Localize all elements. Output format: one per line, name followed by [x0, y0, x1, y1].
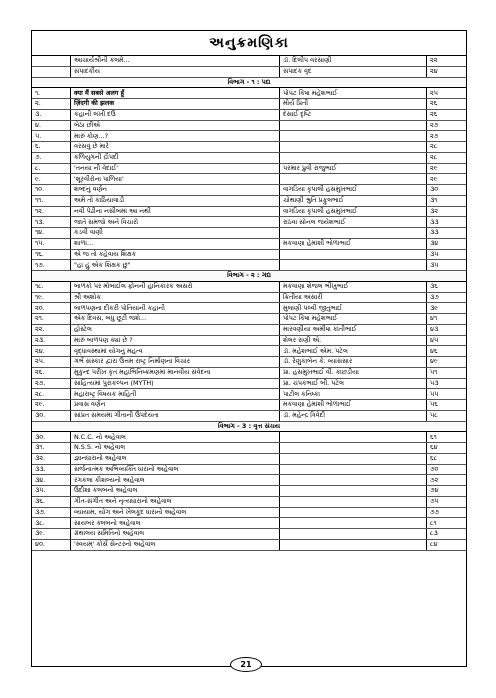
entry-page: ૩૩ — [427, 217, 467, 228]
entry-number: ૨૮. — [32, 389, 71, 400]
entry-author — [280, 260, 427, 271]
entry-author: મકવાણા શેજલ ભીખુભાઈ — [280, 281, 427, 292]
entry-author: શેલર રાણી એ. — [280, 335, 427, 346]
entry-author — [280, 507, 427, 518]
table-row — [32, 249, 466, 260]
entry-page: ૩૬ — [427, 281, 467, 292]
entry-author — [280, 475, 427, 486]
entry-number: ૧૬. — [32, 249, 71, 260]
entry-title: સંપાદકીય — [71, 66, 280, 77]
entry-title: બેઠા છીએ — [71, 120, 280, 131]
entry-author — [280, 228, 427, 239]
entry-title: શાળા... — [71, 238, 280, 249]
entry-page: ૨૭ — [427, 131, 467, 142]
entry-page: ૭૨ — [427, 475, 467, 486]
entry-number: ૧૫. — [32, 238, 71, 249]
table-row — [32, 66, 466, 77]
table-row — [32, 303, 466, 314]
entry-author: પ્રા. ચંપકભાઈ બી. પટેલ — [280, 378, 427, 389]
table-row — [32, 367, 466, 378]
entry-number — [32, 66, 71, 77]
entry-title: રંગકલા કૌશલ્યનો અહેવાલ — [71, 475, 280, 486]
entry-number: ૨૧. — [32, 314, 71, 325]
entry-author: વાગડિયા કૃપાલી હસમુખભાઈ — [280, 185, 427, 196]
table-row — [32, 486, 466, 497]
entry-page: ૨૮ — [427, 152, 467, 163]
table-row — [32, 400, 466, 411]
entry-number: ૩૪. — [32, 475, 71, 486]
entry-author: ચોથાણી શ્રુતિ પ્રફુલભાઈ — [280, 195, 427, 206]
entry-number: ૨૫. — [32, 357, 71, 368]
section-heading: વિભાગ - 3 : વૃત્ત સંચય — [32, 421, 466, 432]
entry-title: પ્રવાસ વર્ણન — [71, 400, 280, 411]
section-heading-row — [32, 271, 466, 282]
entry-number: ૨૭. — [32, 378, 71, 389]
entry-page: ૫૬ — [427, 400, 467, 411]
entry-page: ૭૫ — [427, 496, 467, 507]
entry-page: ૩૧ — [427, 195, 467, 206]
entry-title: હોસ્ટેલ — [71, 324, 280, 335]
entry-title: મુકુન્દ પરીખ કૃત મહાભિનિષ્ક્રમણમાં માનવીય સંવેદના — [71, 367, 280, 378]
entry-page: ૩૪ — [427, 238, 467, 249]
entry-title: વ્યાયામ, યોગ અને ખેલકૂદ ધારાનો અહેવાલ — [71, 507, 280, 518]
entry-number: ૫. — [32, 131, 71, 142]
entry-page: ૫૫ — [427, 389, 467, 400]
entry-number: ૨૨. — [32, 324, 71, 335]
entry-title: N.S.S. નો અહેવાલ — [71, 443, 280, 454]
entry-number: ૩૨. — [32, 453, 71, 464]
entry-title: ગ્રંથાલય સમિતિનો અહેવાલ — [71, 529, 280, 540]
entry-title: અમે તો કાઠિયાવાડી — [71, 195, 280, 206]
table-row — [32, 163, 466, 174]
entry-page: ૭૭ — [427, 507, 467, 518]
entry-number: ૧૩. — [32, 217, 71, 228]
section-heading-row — [32, 421, 466, 432]
entry-number: ૩૮. — [32, 518, 71, 529]
entry-number: ૧૯. — [32, 292, 71, 303]
table-row — [32, 142, 466, 153]
entry-title: મહારાષ્ટ્ર વિષયક માહિતી — [71, 389, 280, 400]
table-row — [32, 324, 466, 335]
entry-page: ૨૬ — [427, 99, 467, 110]
entry-title: કહાની લખી દઉં — [71, 109, 280, 120]
entry-page: ૨૯ — [427, 174, 467, 185]
table-row — [32, 88, 466, 99]
entry-page: ૭૦ — [427, 464, 467, 475]
entry-author: પોપટ કિંષા મહેશભાઈ — [280, 88, 427, 99]
entry-author: પોપટ કિંષા મહેશભાઈ — [280, 314, 427, 325]
table-row — [32, 109, 466, 120]
table-row — [32, 507, 466, 518]
section-heading: વિભાગ - ૨ : ગદ્ય — [32, 271, 466, 282]
entry-page: ૬૧ — [427, 432, 467, 443]
entry-page: ૮૩ — [427, 529, 467, 540]
entry-page: ૨૮ — [427, 142, 467, 153]
table-row — [32, 228, 466, 239]
entry-number: ૧૨. — [32, 206, 71, 217]
entry-title: મારું કોણ...? — [71, 131, 280, 142]
entry-title: સર્જનાત્મક અભિવ્યક્તિ ધારાનો અહેવાલ — [71, 464, 280, 475]
entry-author — [280, 142, 427, 153]
table-row — [32, 260, 466, 271]
entry-title: 'શૂરવીરોના પાળિયા' — [71, 174, 280, 185]
entry-title: વૃદ્ધાવસ્થામાં યોગનું મહત્વ — [71, 346, 280, 357]
entry-page: ૨૬ — [427, 109, 467, 120]
entry-author: પરમાર પ્રુવી રાજુભાઈ — [280, 163, 427, 174]
entry-author — [280, 131, 427, 142]
entry-number: ૨. — [32, 99, 71, 110]
entry-number: ૩૯. — [32, 529, 71, 540]
entry-author — [280, 464, 427, 475]
entry-number: ૪. — [32, 120, 71, 131]
entry-title: 'તનયા ની વેદાઈ' — [71, 163, 280, 174]
entry-page: ૪૬ — [427, 346, 467, 357]
entry-title: સાંપ્રત સમયમાં ગીતાની ઉપદેયતા — [71, 410, 280, 421]
entry-page: ૩૫ — [427, 249, 467, 260]
entry-page: ૫૮ — [427, 410, 467, 421]
entry-title: કળિયુગની દ્રૌપદી — [71, 152, 280, 163]
entry-title: N.C.C. નો અહેવાલ — [71, 432, 280, 443]
entry-page: ૪૫ — [427, 335, 467, 346]
entry-title: મારું બાળપણ ક્યાં છે ? — [71, 335, 280, 346]
entry-author: મૌર્ય પ્રિતી — [280, 99, 427, 110]
entry-number: ૪૦. — [32, 539, 71, 550]
entry-number: ૩૩. — [32, 464, 71, 475]
page-number: 21 — [230, 657, 262, 672]
entry-page: ૪૩ — [427, 324, 467, 335]
entry-number: ૧૭. — [32, 260, 71, 271]
table-row — [32, 174, 466, 185]
entry-author — [280, 443, 427, 454]
entry-title: નવી પેઢીના નસીબમાં આ નથી — [71, 206, 280, 217]
entry-author: પ્રા. હસમુખભાઈ વી. કાછડીયા — [280, 367, 427, 378]
entry-page: ૩૩ — [427, 228, 467, 239]
table-row — [32, 453, 466, 464]
table-row — [32, 99, 466, 110]
entry-number: ૩. — [32, 109, 71, 120]
entry-number: ૧૧. — [32, 195, 71, 206]
entry-page: ૩૭ — [427, 292, 467, 303]
table-row — [32, 496, 466, 507]
entry-number: ૨૪. — [32, 346, 71, 357]
table-row — [32, 518, 466, 529]
entry-title: "હા હું એક શિક્ષક છું" — [71, 260, 280, 271]
contents-table — [32, 56, 466, 551]
entry-author: ડૉ. મહેશભાઈ એમ. પટેલ — [280, 346, 427, 357]
entry-page: ૩૨ — [427, 206, 467, 217]
entry-title: ज़िंदगी की झलक — [71, 99, 280, 110]
entry-page: ૭૪ — [427, 486, 467, 497]
entry-title: સાયબર ક્લબનો અહેવાલ — [71, 518, 280, 529]
entry-page: ૬૪ — [427, 443, 467, 454]
entry-page: ૨૫ — [427, 88, 467, 99]
entry-number: ૩૭. — [32, 507, 71, 518]
entry-page: ૮૪ — [427, 539, 467, 550]
entry-number: ૮. — [32, 163, 71, 174]
entry-author: ડૉ. રેણુકાબેન કે. વ્યાસસાર — [280, 357, 427, 368]
entry-page: ૬૮ — [427, 453, 467, 464]
entry-page: ૮૧ — [427, 518, 467, 529]
entry-page: ૨૭ — [427, 120, 467, 131]
entry-number: ૩૫. — [32, 486, 71, 497]
entry-number: ૨૯. — [32, 400, 71, 411]
entry-number: ૧૪. — [32, 228, 71, 239]
entry-author: મકવાણા હેમાંશી ભોળાભાઈ — [280, 238, 427, 249]
table-row — [32, 475, 466, 486]
entry-number: ૯. — [32, 174, 71, 185]
entry-title: બાળપણના દીકરી પોતિયાની કહાની — [71, 303, 280, 314]
entry-author — [280, 453, 427, 464]
entry-number: ૩૬. — [32, 496, 71, 507]
entry-author: મકવાણા હેમાંશી ભોળાભાઈ — [280, 400, 427, 411]
table-row — [32, 238, 466, 249]
entry-title: બાળકો પર મોબાઈલ ફોનની હાનિકારક અસરો — [71, 281, 280, 292]
table-row — [32, 464, 466, 475]
entry-number: ૩૧. — [32, 443, 71, 454]
entry-page: ૨૨ — [427, 56, 467, 66]
table-row — [32, 529, 466, 540]
table-row — [32, 432, 466, 443]
table-row — [32, 539, 466, 550]
entry-author — [280, 539, 427, 550]
entry-title: ઉદીશા કલબનો અહેવાલ — [71, 486, 280, 497]
entry-author: મારવણીયા અમીષા કાંતીભાઈ — [280, 324, 427, 335]
entry-page: ૨૯ — [427, 163, 467, 174]
entry-author: ડૉ. મહેન્દ્ર ત્રિવેદી — [280, 410, 427, 421]
entry-title: કડવી વાણી — [71, 228, 280, 239]
entry-author — [280, 496, 427, 507]
table-row — [32, 56, 466, 66]
entry-author: ક્રિતીયા અંસારી — [280, 292, 427, 303]
entry-author: મુલાણી પલ્વી જીતુભાઈ — [280, 303, 427, 314]
entry-title: એક દિવસ, બધુ છૂટી જશે... — [71, 314, 280, 325]
table-row — [32, 443, 466, 454]
entry-title: આચાર્યશ્રીની કલમે... — [71, 56, 280, 66]
entry-page: ૩૦ — [427, 185, 467, 196]
table-row — [32, 292, 466, 303]
entry-page: ૨૪ — [427, 66, 467, 77]
entry-title: સાહિત્યમાં પુરાકલ્પન (MYTH) — [71, 378, 280, 389]
table-row — [32, 314, 466, 325]
entry-title: ગર્ભ સંસ્કાર દ્વારા ઉત્તમ રાષ્ટ્ર નિર્માણના વિચાર — [71, 357, 280, 368]
table-row — [32, 131, 466, 142]
entry-title: શ્રી અશોક — [71, 292, 280, 303]
entry-title: જાતે સમજો અને વિચારો — [71, 217, 280, 228]
section-heading: વિભાગ - ૧ : પદ્ય — [32, 77, 466, 88]
table-row — [32, 206, 466, 217]
entry-number: ૨૬. — [32, 367, 71, 378]
table-row — [32, 410, 466, 421]
entry-title: શબ્દનું વર્ણન — [71, 185, 280, 196]
entry-page: ૩૫ — [427, 260, 467, 271]
entry-page: ૪૧ — [427, 314, 467, 325]
entry-number: ૭. — [32, 152, 71, 163]
contents-frame — [31, 30, 467, 667]
entry-title: ગીત-સંગીત અને નૃત્યધારાનો અહેવાલ — [71, 496, 280, 507]
entry-number: ૬. — [32, 142, 71, 153]
table-row — [32, 389, 466, 400]
contents-body — [32, 56, 466, 550]
entry-author — [280, 152, 427, 163]
entry-author — [280, 120, 427, 131]
entry-title: વરસવું છે મારે — [71, 142, 280, 153]
table-row — [32, 152, 466, 163]
entry-number: ૨૩. — [32, 335, 71, 346]
entry-author — [280, 174, 427, 185]
entry-page: ૩૯ — [427, 303, 467, 314]
table-row — [32, 217, 466, 228]
table-row — [32, 346, 466, 357]
entry-number: ૩૦. — [32, 410, 71, 421]
entry-page: ૫૧ — [427, 367, 467, 378]
section-heading-row — [32, 77, 466, 88]
entry-number: ૧૮. — [32, 281, 71, 292]
table-row — [32, 120, 466, 131]
entry-page: ૫૩ — [427, 378, 467, 389]
entry-author: રાઠવા સોનલ જયેશભાઈ — [280, 217, 427, 228]
entry-author — [280, 529, 427, 540]
table-row — [32, 357, 466, 368]
entry-number: ૨૦. — [32, 303, 71, 314]
entry-number: ૧૦. — [32, 185, 71, 196]
entry-author — [280, 518, 427, 529]
table-row — [32, 281, 466, 292]
table-row — [32, 378, 466, 389]
entry-page: ૪૯ — [427, 357, 467, 368]
page-title: અનુક્રમણિકા — [32, 31, 466, 56]
table-row — [32, 195, 466, 206]
entry-title: એ જ તો કહેવાય શિક્ષક — [71, 249, 280, 260]
entry-author — [280, 249, 427, 260]
entry-author: દેસાઈ દૃષ્ટિ — [280, 109, 427, 120]
entry-author: વાગડિયા કૃપાલી હસમુખભાઈ — [280, 206, 427, 217]
entry-author — [280, 486, 427, 497]
table-row — [32, 185, 466, 196]
entry-number: ૧. — [32, 88, 71, 99]
table-row — [32, 335, 466, 346]
entry-author: પાટીલ કનિષ્કા — [280, 389, 427, 400]
entry-title: જ્ઞાનધારાનો અહેવાલ — [71, 453, 280, 464]
entry-title: क्या मैं सबसे अलग हूँ — [71, 88, 280, 99]
entry-number: ૩૦. — [32, 432, 71, 443]
entry-number — [32, 56, 71, 66]
entry-author: ડૉ. દિલીપ વરસાણી — [280, 56, 427, 66]
entry-author — [280, 432, 427, 443]
entry-author: સંપાદક વૃંદ — [280, 66, 427, 77]
entry-title: 'સ્વયમ્' કોર્સ સેન્ટરનો અહેવાલ — [71, 539, 280, 550]
